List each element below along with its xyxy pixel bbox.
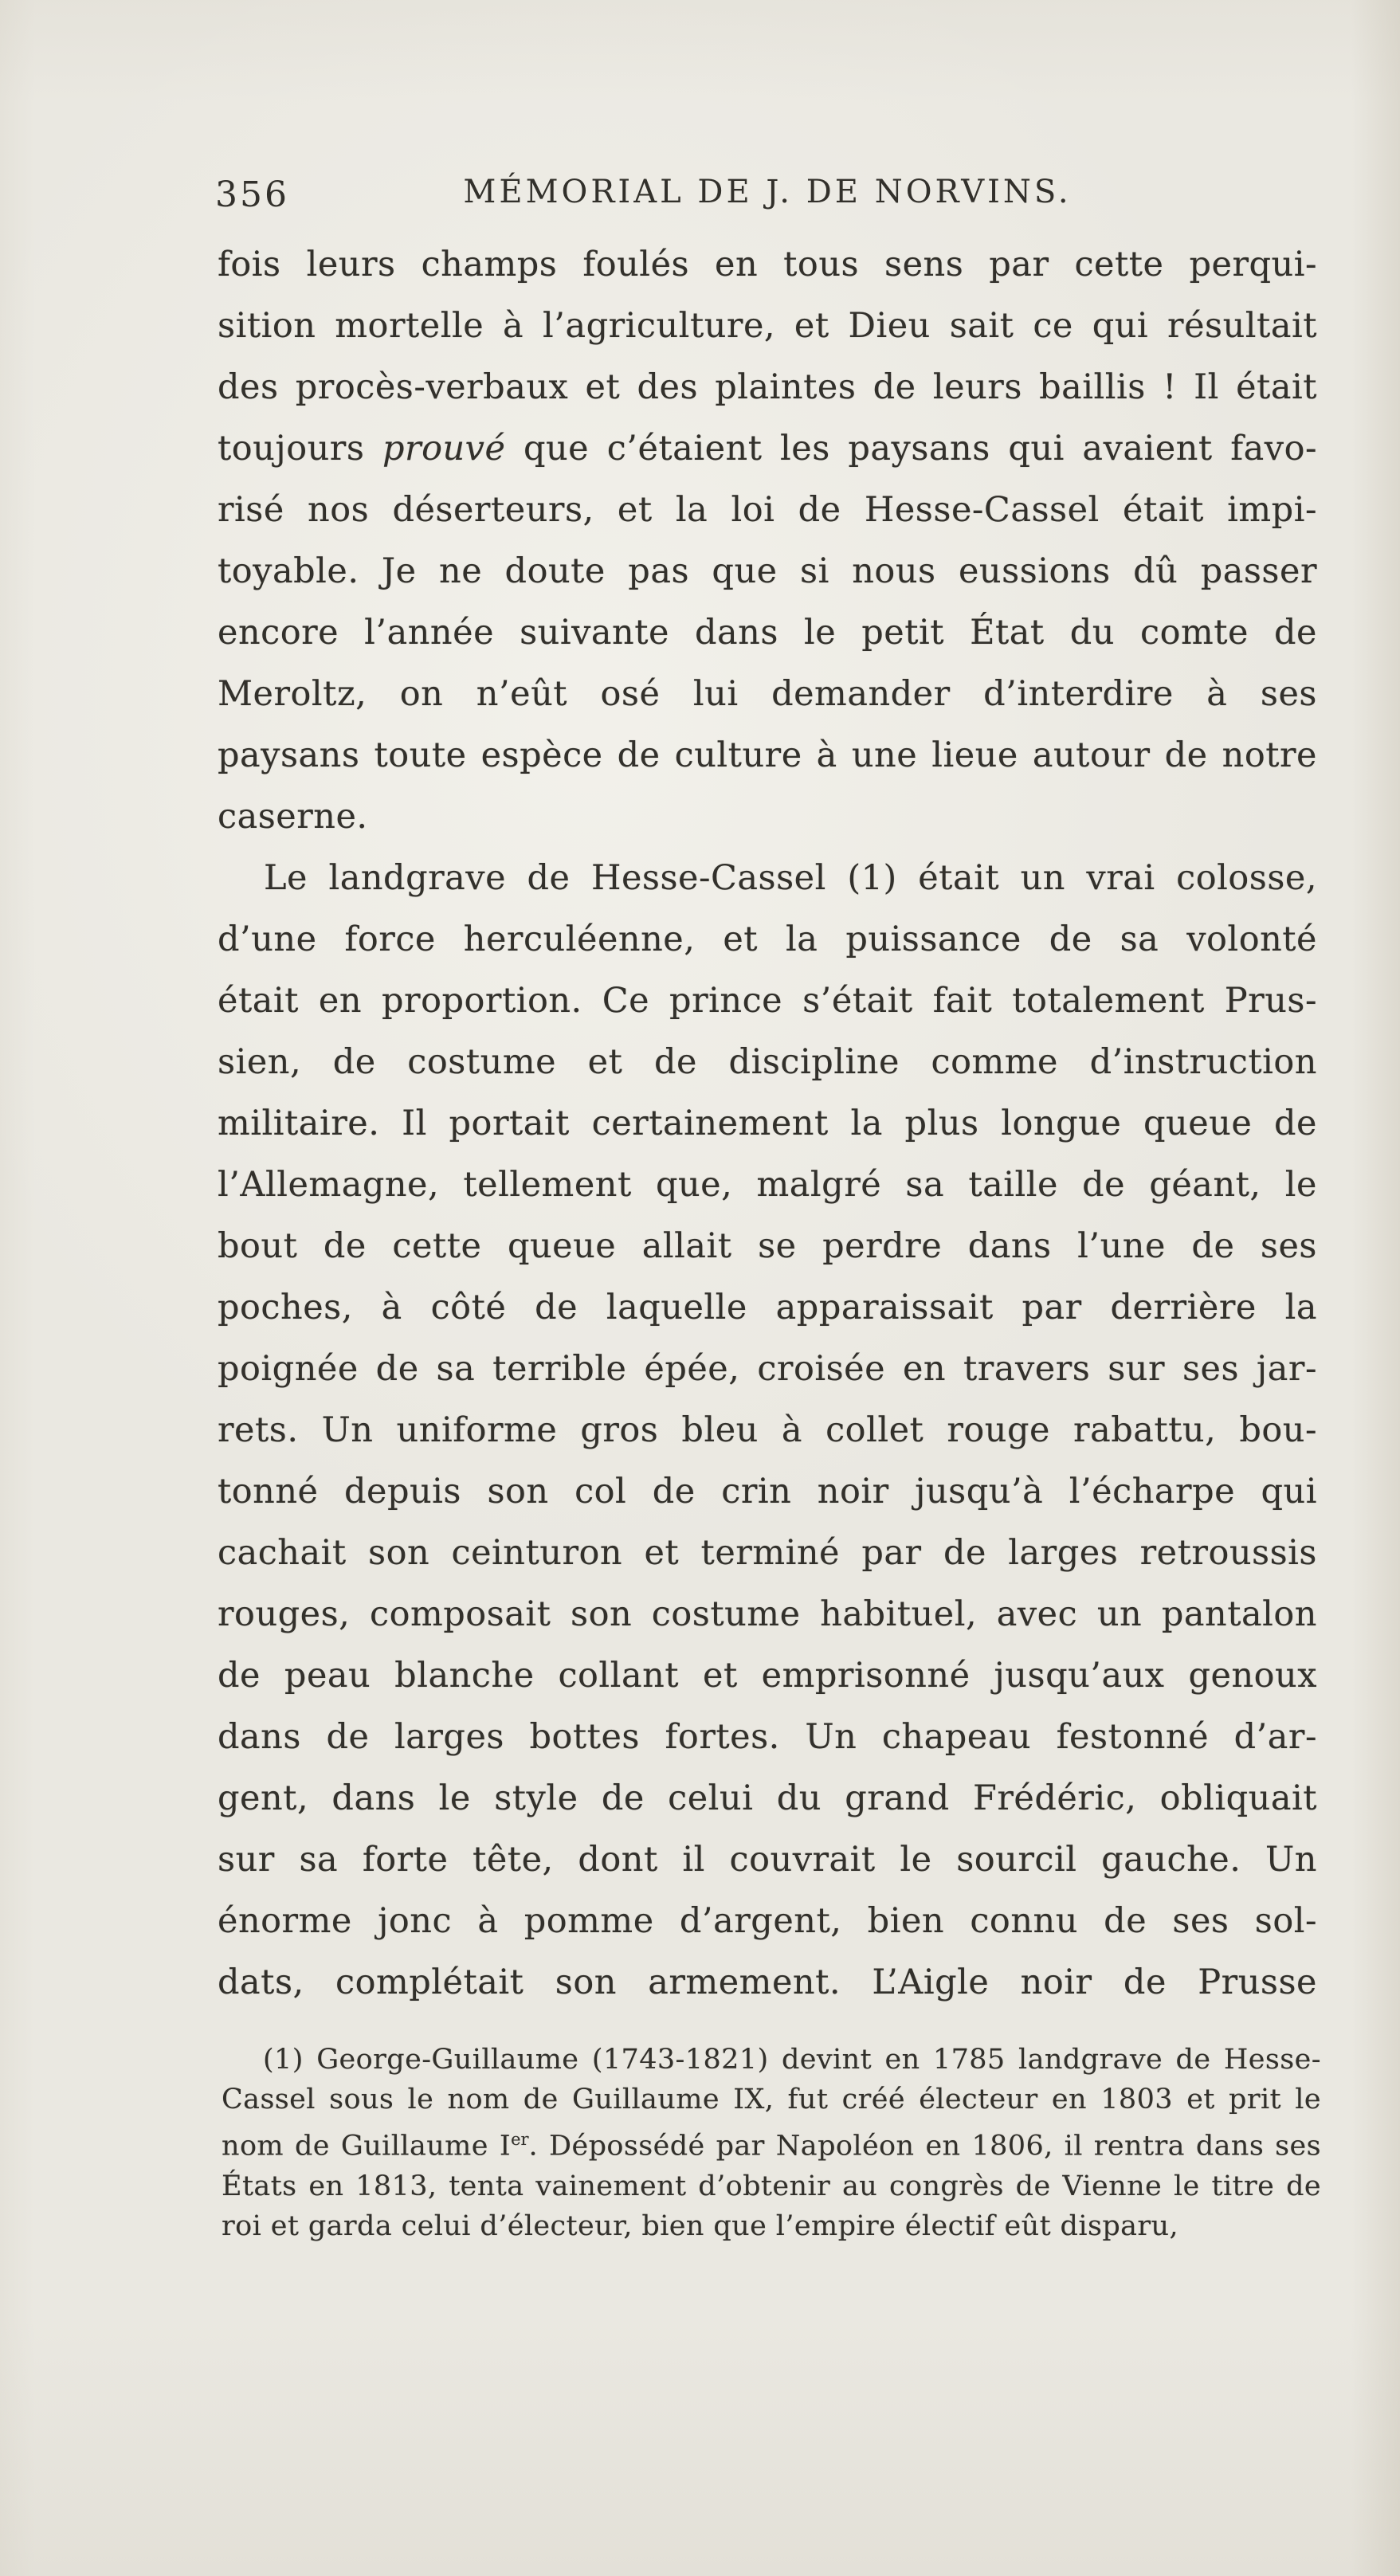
- text-line: [218, 725, 1317, 786]
- text-segment: fois leurs champs foulés en tous sens par cette perqui-: [218, 245, 1317, 284]
- text-segment: Cassel sous le nom de Guillaume IX, fut créé électeur en 1803 et prit le: [222, 2084, 1321, 2115]
- text-line: [218, 234, 1317, 296]
- text-line: [218, 541, 1317, 602]
- text-line: [222, 2040, 1321, 2080]
- text-segment: d’une force herculéenne, et la puissance de sa volonté: [218, 919, 1317, 959]
- text-segment: nom de Guillaume I: [222, 2130, 512, 2162]
- text-segment: de peau blanche collant et emprisonné jusqu’aux genoux: [218, 1656, 1317, 1696]
- text-segment: . Dépossédé par Napoléon en 1806, il rentra dans ses: [528, 2130, 1321, 2162]
- body-text: [218, 234, 1317, 2013]
- text-segment: paysans toute espèce de culture à une lieue autour de notre: [218, 735, 1317, 775]
- text-segment: rets. Un uniforme gros bleu à collet rouge rabattu, bou-: [218, 1410, 1317, 1450]
- text-segment: poignée de sa terrible épée, croisée en travers sur ses jar-: [218, 1349, 1317, 1389]
- text-line: [218, 1093, 1317, 1155]
- text-line: [222, 2080, 1321, 2119]
- text-segment: militaire. Il portait certainement la plus longue queue de: [218, 1104, 1317, 1143]
- text-segment: gent, dans le style de celui du grand Frédéric, obliquait: [218, 1778, 1317, 1818]
- text-segment: l’Allemagne, tellement que, malgré sa taille de géant, le: [218, 1165, 1317, 1205]
- text-segment: dats, complétait son armement. L’Aigle noir de Prusse: [218, 1962, 1317, 2002]
- text-line: [218, 909, 1317, 970]
- text-segment: toyable. Je ne doute pas que si nous eussions dû passer: [218, 551, 1317, 591]
- text-line: [218, 418, 1317, 480]
- text-segment: risé nos déserteurs, et la loi de Hesse-Cassel était impi-: [218, 490, 1317, 530]
- text-line: [218, 1584, 1317, 1645]
- text-segment: (1) George-Guillaume (1743-1821) devint en 1785 landgrave de Hesse-: [263, 2044, 1321, 2076]
- text-segment: rouges, composait son costume habituel, avec un pantalon: [218, 1594, 1317, 1634]
- text-line: [218, 1645, 1317, 1707]
- text-line: [218, 970, 1317, 1032]
- superscript-text: er: [511, 2130, 529, 2149]
- text-line: [218, 1523, 1317, 1584]
- text-line: [218, 1216, 1317, 1277]
- text-segment: cachait son ceinturon et terminé par de larges retroussis: [218, 1533, 1317, 1573]
- text-line: [218, 848, 1317, 909]
- text-segment: États en 1813, tenta vainement d’obtenir au congrès de Vienne le titre de: [222, 2170, 1321, 2202]
- text-line: [218, 1339, 1317, 1400]
- text-line: [218, 296, 1317, 357]
- text-segment: sien, de costume et de discipline comme d’instruction: [218, 1042, 1317, 1082]
- text-line: [218, 664, 1317, 725]
- italic-text: prouvé: [382, 429, 506, 469]
- text-line: [222, 2166, 1321, 2206]
- text-line: [218, 602, 1317, 664]
- text-line: [218, 357, 1317, 418]
- text-segment: poches, à côté de laquelle apparaissait par derrière la: [218, 1288, 1317, 1327]
- text-line: [218, 1768, 1317, 1829]
- text-line: [218, 1155, 1317, 1216]
- text-segment: tonné depuis son col de crin noir jusqu’à l’écharpe qui: [218, 1472, 1317, 1511]
- text-segment: des procès-verbaux et des plaintes de leurs baillis ! Il était: [218, 367, 1317, 407]
- text-segment: encore l’année suivante dans le petit État du comte de: [218, 613, 1317, 653]
- text-line: [218, 1707, 1317, 1768]
- text-line: [222, 2206, 1321, 2246]
- text-segment: Meroltz, on n’eût osé lui demander d’interdire à ses: [218, 674, 1317, 714]
- text-segment: sition mortelle à l’agriculture, et Dieu sait ce qui résultait: [218, 306, 1317, 346]
- text-line: [218, 480, 1317, 541]
- text-segment: était en proportion. Ce prince s’était fait totalement Prus-: [218, 981, 1317, 1021]
- text-line: [218, 786, 1317, 848]
- text-line: [218, 1461, 1317, 1523]
- text-segment: que c’étaient les paysans qui avaient favo-: [505, 429, 1317, 469]
- text-line: [218, 1032, 1317, 1093]
- text-line: [222, 2119, 1321, 2166]
- page-number: 356: [215, 174, 289, 215]
- text-line: [218, 1400, 1317, 1461]
- text-segment: toujours: [218, 429, 382, 469]
- text-line: [218, 1829, 1317, 1891]
- text-line: [218, 1891, 1317, 1952]
- text-segment: Le landgrave de Hesse-Cassel (1) était un vrai colosse,: [264, 858, 1317, 898]
- footnote: [222, 2040, 1321, 2246]
- text-segment: bout de cette queue allait se perdre dans l’une de ses: [218, 1226, 1317, 1266]
- text-segment: roi et garda celui d’électeur, bien que l’empire électif eût disparu,: [222, 2209, 1178, 2242]
- text-line: [218, 1952, 1317, 2013]
- running-header: MÉMORIAL DE J. DE NORVINS.: [463, 174, 1072, 210]
- text-segment: dans de larges bottes fortes. Un chapeau festonné d’ar-: [218, 1717, 1317, 1757]
- text-segment: caserne.: [218, 797, 368, 837]
- text-segment: sur sa forte tête, dont il couvrait le sourcil gauche. Un: [218, 1840, 1317, 1880]
- text-line: [218, 1277, 1317, 1339]
- text-segment: énorme jonc à pomme d’argent, bien connu de ses sol-: [218, 1901, 1317, 1941]
